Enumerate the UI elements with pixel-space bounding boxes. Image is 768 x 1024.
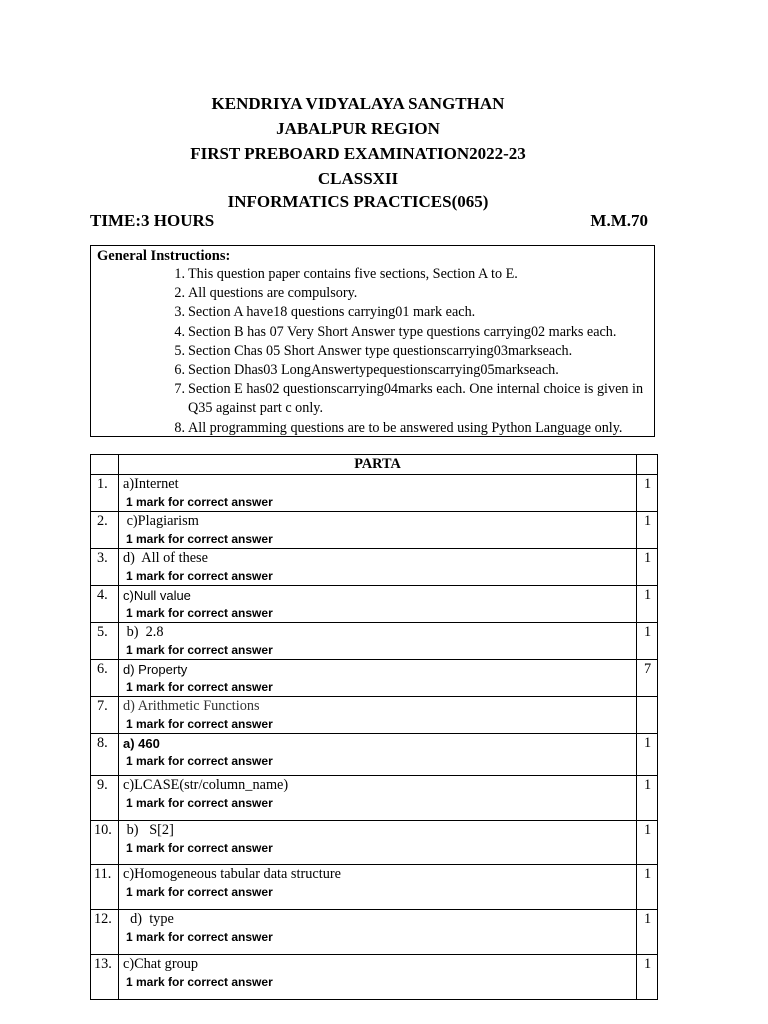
marks-cell: 1 xyxy=(637,549,658,586)
question-number: 13. xyxy=(91,955,119,1000)
region-name: JABALPUR REGION xyxy=(276,119,440,138)
instruction-number: 3. xyxy=(174,304,185,321)
question-number: 3. xyxy=(91,549,119,586)
marks-cell: 1 xyxy=(637,910,658,955)
marking-criteria: 1 mark for correct answer xyxy=(126,975,273,989)
answer-cell xyxy=(119,623,637,660)
instruction-number: 8. xyxy=(174,419,185,436)
marks-cell: 7 xyxy=(637,660,658,697)
instruction-text: All programming questions are to be answered using Python Language only. xyxy=(188,419,623,436)
marks-cell: 1 xyxy=(637,512,658,549)
instruction-number: 6. xyxy=(174,362,185,379)
marking-criteria: 1 mark for correct answer xyxy=(126,643,273,657)
marking-criteria: 1 mark for correct answer xyxy=(126,606,273,620)
answer-text: c)LCASE(str/column_name) xyxy=(123,777,289,793)
answer-cell xyxy=(119,697,637,734)
marking-criteria: 1 mark for correct answer xyxy=(126,841,273,855)
marks-cell: 1 xyxy=(637,865,658,910)
answer-cell xyxy=(119,586,637,623)
instruction-text: Section E has02 questionscarrying04marks each. One internal choice is given in Q35 against part c only. xyxy=(188,381,644,417)
question-number: 8. xyxy=(91,734,119,776)
instruction-text: Section B has 07 Very Short Answer type questions carrying02 marks each. xyxy=(188,323,617,340)
table-row xyxy=(91,821,658,865)
marking-criteria: 1 mark for correct answer xyxy=(126,717,273,731)
marking-criteria: 1 mark for correct answer xyxy=(126,569,273,583)
class-name: CLASSXII xyxy=(317,169,399,188)
question-number: 7. xyxy=(91,697,119,734)
answer-text: c)Chat group xyxy=(123,956,199,972)
part-heading-blank-cell xyxy=(91,455,119,475)
table-row xyxy=(91,549,658,586)
answer-cell xyxy=(119,475,637,512)
instruction-text: Section Dhas03 LongAnswertypequestionscarrying05markseach. xyxy=(188,362,559,379)
instructions-list xyxy=(151,265,651,438)
table-row xyxy=(91,734,658,776)
answer-text: d) type xyxy=(123,911,174,927)
question-number: 5. xyxy=(91,623,119,660)
table-row xyxy=(91,910,658,955)
table-row xyxy=(91,512,658,549)
marking-criteria: 1 mark for correct answer xyxy=(126,796,273,810)
org-name: KENDRIYA VIDYALAYA SANGTHAN xyxy=(211,94,505,113)
answer-text: d) Arithmetic Functions xyxy=(123,698,260,714)
instruction-number: 1. xyxy=(174,266,185,282)
answer-text: b) S[2] xyxy=(123,822,174,838)
marks-cell: 1 xyxy=(637,623,658,660)
question-number: 2. xyxy=(91,512,119,549)
answer-cell xyxy=(119,776,637,821)
table-row xyxy=(91,697,658,734)
marking-criteria: 1 mark for correct answer xyxy=(126,532,273,546)
question-number: 11. xyxy=(91,865,119,910)
instruction-text: All questions are compulsory. xyxy=(188,285,358,302)
table-row xyxy=(91,955,658,1000)
instruction-item xyxy=(151,284,651,303)
instruction-item xyxy=(151,265,651,284)
answer-cell xyxy=(119,734,637,776)
maximum-marks: M.M.70 xyxy=(590,211,648,230)
question-number: 12. xyxy=(91,910,119,955)
answer-cell xyxy=(119,955,637,1000)
marking-criteria: 1 mark for correct answer xyxy=(126,885,273,899)
table-row xyxy=(91,660,658,697)
instruction-text: Section Chas 05 Short Answer type questionscarrying03markseach. xyxy=(188,342,573,359)
answer-text: b) 2.8 xyxy=(123,624,164,640)
answer-cell xyxy=(119,549,637,586)
marks-cell: 1 xyxy=(637,586,658,623)
answer-key-table xyxy=(90,454,658,1000)
table-row xyxy=(91,776,658,821)
answer-cell xyxy=(119,910,637,955)
general-instructions-box xyxy=(90,245,655,437)
question-number: 10. xyxy=(91,821,119,865)
instruction-number: 5. xyxy=(174,342,185,359)
answer-cell xyxy=(119,660,637,697)
answer-cell xyxy=(119,821,637,865)
instruction-item xyxy=(151,361,651,380)
subject-name: INFORMATICS PRACTICES(065) xyxy=(227,192,489,211)
instruction-item xyxy=(151,380,651,418)
marks-cell: 1 xyxy=(637,821,658,865)
marking-criteria: 1 mark for correct answer xyxy=(126,680,273,694)
marks-cell: 1 xyxy=(637,475,658,512)
answer-text: a) 460 xyxy=(123,736,160,751)
table-row xyxy=(91,586,658,623)
marks-cell: 1 xyxy=(637,734,658,776)
instruction-number: 2. xyxy=(174,285,185,302)
exam-title: FIRST PREBOARD EXAMINATION2022-23 xyxy=(190,144,526,163)
instruction-text: Section A have18 questions carrying01 mark each. xyxy=(188,304,476,321)
instruction-number: 7. xyxy=(174,381,185,398)
marking-criteria: 1 mark for correct answer xyxy=(126,495,273,509)
instruction-text: This question paper contains five sections, Section A to E. xyxy=(188,266,518,282)
question-number: 4. xyxy=(91,586,119,623)
answer-cell xyxy=(119,865,637,910)
answer-text: d) Property xyxy=(123,662,188,677)
marks-cell: 1 xyxy=(637,776,658,821)
answer-text: a)Internet xyxy=(123,476,179,492)
answer-text: c)Homogeneous tabular data structure xyxy=(123,866,341,882)
part-heading: PARTA xyxy=(119,455,637,475)
marks-cell: 1 xyxy=(637,955,658,1000)
exam-time: TIME:3 HOURS xyxy=(90,211,215,230)
table-row xyxy=(91,623,658,660)
table-row xyxy=(91,865,658,910)
marking-criteria: 1 mark for correct answer xyxy=(126,754,273,768)
table-row xyxy=(91,475,658,512)
part-heading-row xyxy=(91,455,658,475)
part-heading-blank-cell xyxy=(637,455,658,475)
answer-text: d) All of these xyxy=(123,550,208,566)
instruction-item xyxy=(151,342,651,361)
answer-text: c)Plagiarism xyxy=(123,513,199,529)
instruction-item xyxy=(151,303,651,322)
question-number: 9. xyxy=(91,776,119,821)
instruction-item xyxy=(151,323,651,342)
question-number: 6. xyxy=(91,660,119,697)
instruction-number: 4. xyxy=(174,323,185,340)
time-marks-row xyxy=(90,211,648,233)
instructions-title: General Instructions: xyxy=(97,248,231,264)
instruction-item xyxy=(151,419,651,438)
answer-cell xyxy=(119,512,637,549)
question-number: 1. xyxy=(91,475,119,512)
marks-cell xyxy=(637,697,658,734)
answer-text: c)Null value xyxy=(123,588,191,603)
marking-criteria: 1 mark for correct answer xyxy=(126,930,273,944)
